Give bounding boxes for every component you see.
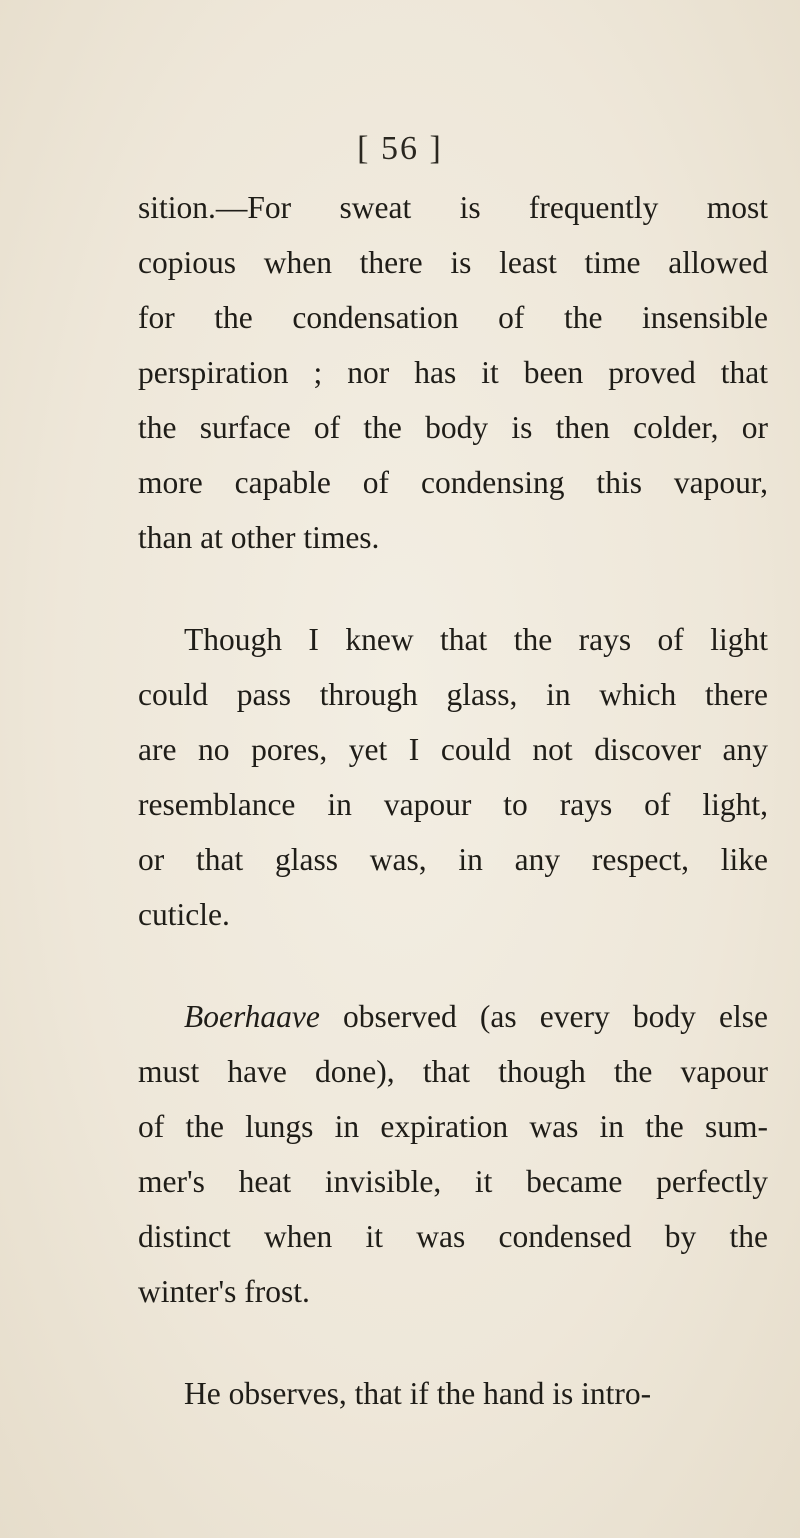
paragraph-3 — [138, 989, 768, 1319]
text-line: winter's frost. — [138, 1274, 310, 1309]
page-number: [ 56 ] — [357, 130, 443, 167]
text-line: copious when there is least time allowed — [138, 245, 768, 280]
text-line: distinct when it was condensed by the — [138, 1219, 768, 1254]
paragraph-2 — [138, 612, 768, 942]
text-fragment: observed (as every body else — [319, 999, 768, 1034]
paragraph-1 — [138, 180, 768, 565]
author-name: Boerhaave — [184, 999, 320, 1034]
paragraph-gap — [138, 1319, 768, 1366]
text-line: cuticle. — [138, 897, 230, 932]
text-line: are no pores, yet I could not discover any — [138, 732, 768, 767]
body-text — [138, 180, 768, 1421]
paragraph-gap — [138, 942, 768, 989]
text-line: of the lungs in expiration was in the sum- — [138, 1109, 768, 1144]
text-line: more capable of condensing this vapour, — [138, 465, 768, 500]
text-line: resemblance in vapour to rays of light, — [138, 787, 768, 822]
text-line: for the condensation of the insensible — [138, 300, 768, 335]
text-line: Though I knew that the rays of light — [184, 622, 768, 657]
paragraph-4 — [138, 1366, 768, 1421]
text-line — [138, 989, 768, 1044]
text-line: or that glass was, in any respect, like — [138, 842, 768, 877]
text-line: sition.—For sweat is frequently most — [138, 190, 768, 225]
text-line: perspiration ; nor has it been proved that — [138, 355, 768, 390]
text-line: could pass through glass, in which there — [138, 677, 768, 712]
text-line: mer's heat invisible, it became perfectly — [138, 1164, 768, 1199]
text-line: He observes, that if the hand is intro- — [184, 1376, 652, 1411]
paragraph-gap — [138, 565, 768, 612]
text-line: than at other times. — [138, 520, 380, 555]
text-line: the surface of the body is then colder, or — [138, 410, 768, 445]
text-line: must have done), that though the vapour — [138, 1054, 768, 1089]
